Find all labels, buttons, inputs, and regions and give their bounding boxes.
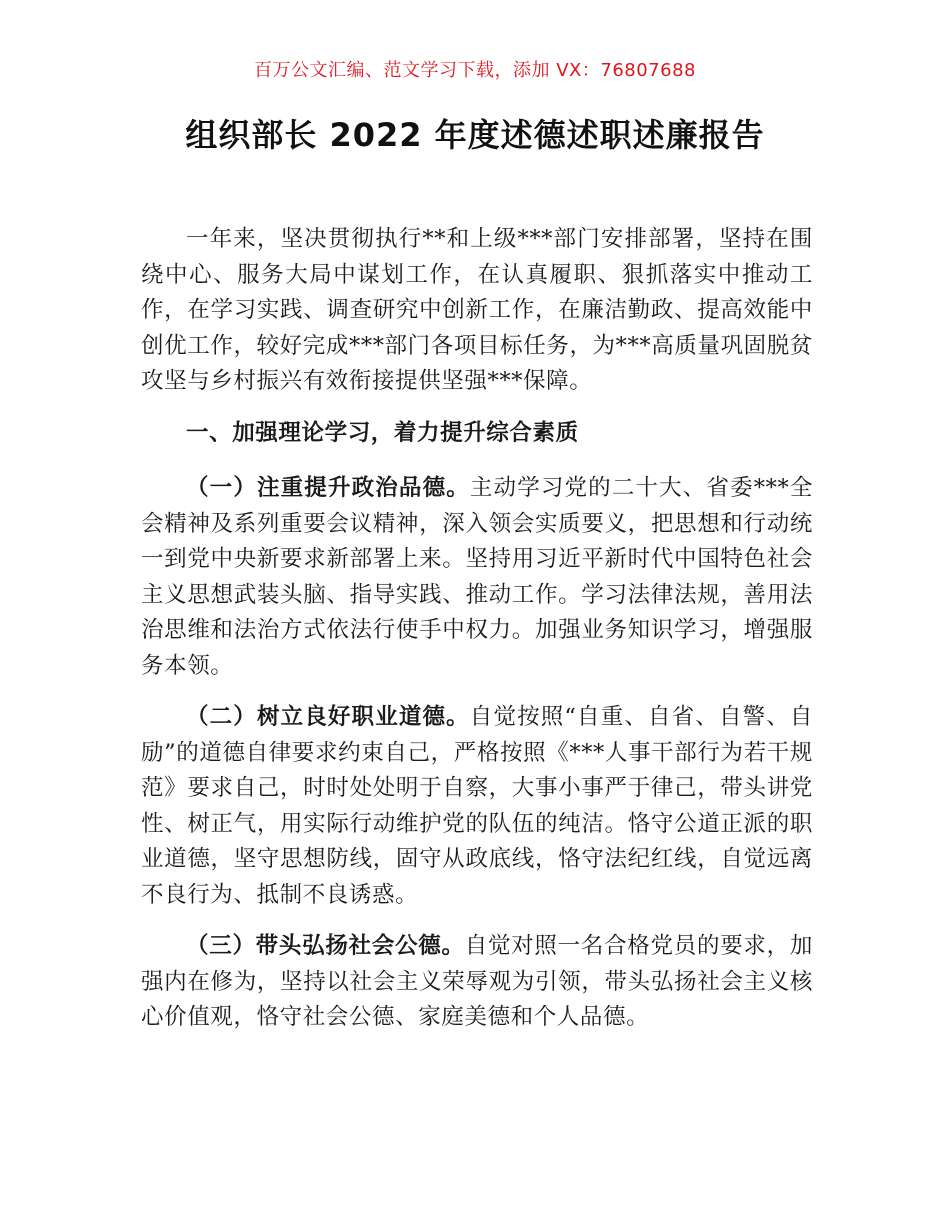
section-heading: 一、加强理论学习，着力提升综合素质 xyxy=(186,419,579,446)
paragraph-social-ethics xyxy=(141,929,813,1036)
document-body xyxy=(141,222,813,1052)
paragraph-lead: （二）树立良好职业道德。 xyxy=(186,704,470,730)
paragraph-lead: （一）注重提升政治品德。 xyxy=(186,475,470,501)
paragraph-professional-ethics xyxy=(141,700,813,913)
promo-banner: 百万公文汇编、范文学习下载，添加 VX：76807688 xyxy=(254,60,696,81)
paragraph-text: 主动学习党的二十大、省委***全会精神及系列重要会议精神，深入领会实质要义，把思想和行动统一到党中央新要求新部署上来。坚持用习近平新时代中国特色社会主义思想武装头脑、指导实践、推动工作。学习法律法规，善用法治思维和法治方式依法行使手中权力。加强业务知识学习，增强服务本领。 xyxy=(141,475,813,679)
paragraph-text: 自觉对照一名合格党员的要求，加强内在修为，坚持以社会主义荣辱观为引领，带头弘扬社会主义核心价值观，恪守社会公德、家庭美德和个人品德。 xyxy=(141,933,813,1030)
document-title: 组织部长 2022 年度述德述职述廉报告 xyxy=(185,116,765,154)
intro-paragraph: 一年来，坚决贯彻执行**和上级***部门安排部署，坚持在围绕中心、服务大局中谋划工作，在认真履职、狠抓落实中推动工作，在学习实践、调查研究中创新工作，在廉洁勤政、提高效能中创优工作，较好完成***部门各项目标任务，为***高质量巩固脱贫攻坚与乡村振兴有效衔接提供坚强***保障。 xyxy=(141,226,813,394)
paragraph-text: 自觉按照“自重、自省、自警、自励”的道德自律要求约束自己，严格按照《***人事干部行为若干规范》要求自己，时时处处明于自察，大事小事严于律己，带头讲党性、树正气，用实际行动维护党的队伍的纯洁。恪守公道正派的职业道德，坚守思想防线，固守从政底线，恪守法纪红线，自觉远离不良行为、抵制不良诱惑。 xyxy=(141,704,813,908)
paragraph-political-ethics xyxy=(141,471,813,684)
paragraph-lead: （三）带头弘扬社会公德。 xyxy=(186,933,465,959)
